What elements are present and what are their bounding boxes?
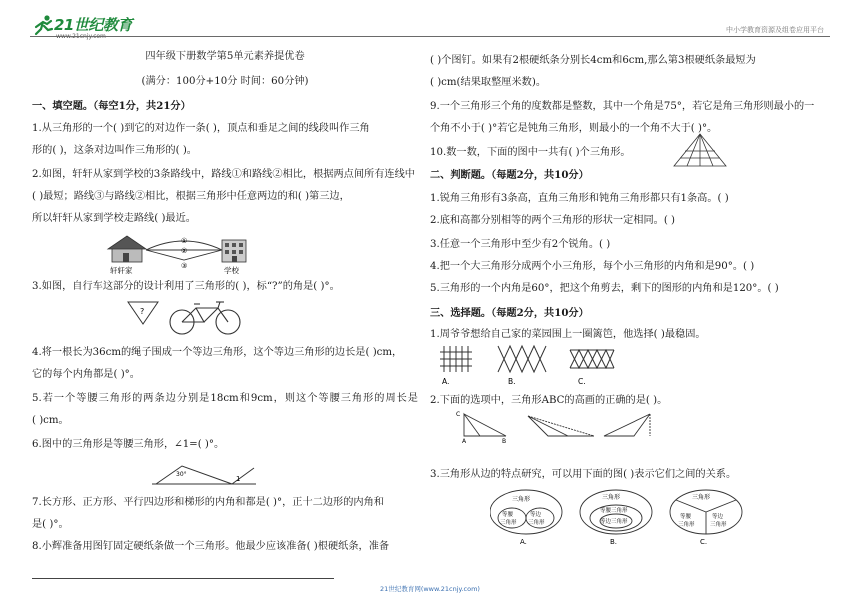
route-2-label: ② [181, 247, 188, 255]
isosceles-triangle-shape [156, 466, 232, 484]
choice-2: 2.下面的选项中，三角形ABC的高画的正确的是( )。 [430, 395, 668, 406]
logo-text: 21世纪教育 [54, 16, 132, 34]
header-rule [30, 36, 830, 37]
q2-line-a: 2.如图，轩轩从家到学校的3条路线中，路线①和路线②相比，根据两点间所有连线中 [32, 169, 415, 180]
q1-line-b: 形的( )，这条对边叫作三角形的( )。 [32, 145, 197, 156]
choice-3: 3.三角形从边的特点研究，可以用下面的图( )表示它们之间的关系。 [430, 469, 737, 480]
judge-5: 5.三角形的一个内角是60°，把这个角剪去，剩下的图形的内角和是120°。( ) [430, 283, 779, 294]
bicycle-icon [170, 302, 240, 334]
q4-line-a: 4.将一根长为36cm的绳子围成一个等边三角形，这个等边三角形的边长是( )cm， [32, 347, 403, 358]
q1-line-a: 1.从三角形的一个( )到它的对边作一条( )，顶点和垂足之间的线段叫作三角 [32, 123, 370, 134]
fence-triangle-c [570, 350, 614, 368]
logo-url: www.21cnjy.com [56, 33, 106, 40]
home-label: 轩轩家 [110, 266, 133, 275]
venn-a-iso-label: 等腰 [502, 512, 514, 518]
judge-3: 3.任意一个三角形中至少有2个锐角。( ) [430, 239, 611, 250]
question-mark-label: ? [140, 307, 145, 316]
vertex-b-label: B [502, 438, 507, 444]
venn-options-figure [490, 488, 790, 546]
section-fill-heading: 一、填空题。（每空1分，共21分） [32, 100, 191, 112]
q6-line: 6.图中的三角形是等腰三角形，∠1=( )°。 [32, 439, 225, 450]
runner-logo-icon [32, 14, 54, 36]
choice-1: 1.周爷爷想给自己家的菜园围上一圈篱笆，他选择( )最稳固。 [430, 329, 706, 340]
judge-2: 2.底和高都分别相等的两个三角形的形状一定相同。( ) [430, 215, 676, 226]
q7-line-a: 7.长方形、正方形、平行四边形和梯形的内角和都是( )°，正十二边形的内角和 [32, 497, 384, 508]
q5-line-b: ( )cm。 [32, 415, 69, 426]
venn-c-equ-label2: 三角形 [710, 522, 727, 528]
section-choice-heading: 三、选择题。（每题2分，共10分） [430, 307, 589, 319]
page-title: 四年级下册数学第5单元素养提优卷 [145, 51, 305, 62]
venn-a-tri: 三角形 [512, 496, 531, 503]
logo [32, 14, 132, 48]
q5-line-a: 5.若一个等腰三角形的两条边分别是18cm和9cm，则这个等腰三角形的周长是 [32, 393, 418, 404]
triangle-a [464, 414, 480, 436]
footer-text: 21世纪教育网(www.21cnjy.com) [380, 585, 480, 593]
venn-b-tri: 三角形 [602, 494, 621, 501]
option-c-label: C. [578, 377, 586, 386]
fence-diamond-b [498, 346, 546, 372]
section-judge-heading: 二、判断题。（每题2分，共10分） [430, 169, 589, 181]
angle-1-label: 1 [236, 475, 241, 483]
page-subtitle: (满分：100分+10分 时间：60分钟) [141, 76, 309, 87]
house-icon [108, 236, 146, 262]
venn-a-iso-label2: 三角形 [500, 520, 517, 526]
q10-line: 10.数一数，下面的图中一共有( )个三角形。 [430, 147, 631, 158]
fence-grid-a [440, 346, 472, 372]
school-building-icon [222, 240, 246, 262]
q9-line-b: 个角不小于( )°若它是钝角三角形，则最小的一个角不大于( )°。 [430, 123, 718, 134]
q8-line-a: 8.小辉准备用图钉固定硬纸条做一个三角形。他最少应该准备( )根硬纸条，准备 [32, 541, 390, 552]
option-b-label: B. [508, 377, 516, 386]
venn-a-option: A. [520, 538, 527, 546]
route-figure [106, 228, 254, 276]
route-1-label: ① [181, 237, 188, 245]
vertex-a-label: A [462, 438, 467, 444]
venn-a-equ-label: 等边 [530, 512, 542, 518]
footer-rule [32, 578, 334, 579]
q9-line-a: 9.一个三角形三个角的度数都是整数，其中一个角是75°，若它是角三角形则最小的一 [430, 101, 815, 112]
venn-c-iso-label: 等腰 [680, 514, 692, 520]
q2-line-b: ( )最短；路线③与路线②相比，根据三角形中任意两边的和( )第三边， [32, 191, 350, 202]
venn-c-iso-label2: 三角形 [678, 522, 695, 528]
option-a-label: A. [442, 377, 450, 386]
judge-4: 4.把一个大三角形分成两个小三角形，每个小三角形的内角和是90°。( ) [430, 261, 755, 272]
venn-b-equ-label: 等边三角形 [600, 519, 628, 525]
venn-c-option: C. [700, 538, 708, 546]
route-3-label: ③ [181, 262, 188, 270]
school-label: 学校 [224, 266, 239, 275]
angle-30-label: 30° [176, 471, 187, 478]
venn-c-equ-label: 等边 [712, 514, 724, 520]
altitude-options-figure [454, 410, 654, 444]
q8-line-b: ( )个图钉。如果有2根硬纸条分别长4cm和6cm,那么第3根硬纸条最短为 [430, 55, 756, 66]
vertex-c-label: C [456, 411, 461, 418]
triangle-b [528, 416, 568, 436]
q3-line: 3.如图，自行车这部分的设计利用了三角形的( )，标“?”的角是( )°。 [32, 281, 340, 292]
q4-line-b: 它的每个内角都是( )°。 [32, 369, 140, 380]
judge-1: 1.锐角三角形有3条高，直角三角形和钝角三角形都只有1条高。( ) [430, 193, 729, 204]
isosceles-figure [152, 460, 262, 488]
venn-b-iso-label: 等腰三角形 [600, 508, 628, 514]
q2-line-c: 所以轩轩从家到学校走路线( )最近。 [32, 213, 196, 224]
venn-c-tri: 三角形 [692, 494, 711, 501]
q7-line-b: 是( )°。 [32, 519, 69, 530]
q8-line-c: ( )cm(结果取整厘米数)。 [430, 77, 547, 88]
bicycle-figure [124, 298, 252, 338]
triangle-c [604, 414, 650, 436]
fence-options-figure [438, 344, 618, 386]
venn-b-option: B. [610, 538, 618, 546]
venn-a-equ-label2: 三角形 [528, 520, 545, 526]
platform-label: 中小学教育资源及组卷应用平台 [726, 26, 824, 34]
triangle-fan-figure [670, 132, 730, 168]
